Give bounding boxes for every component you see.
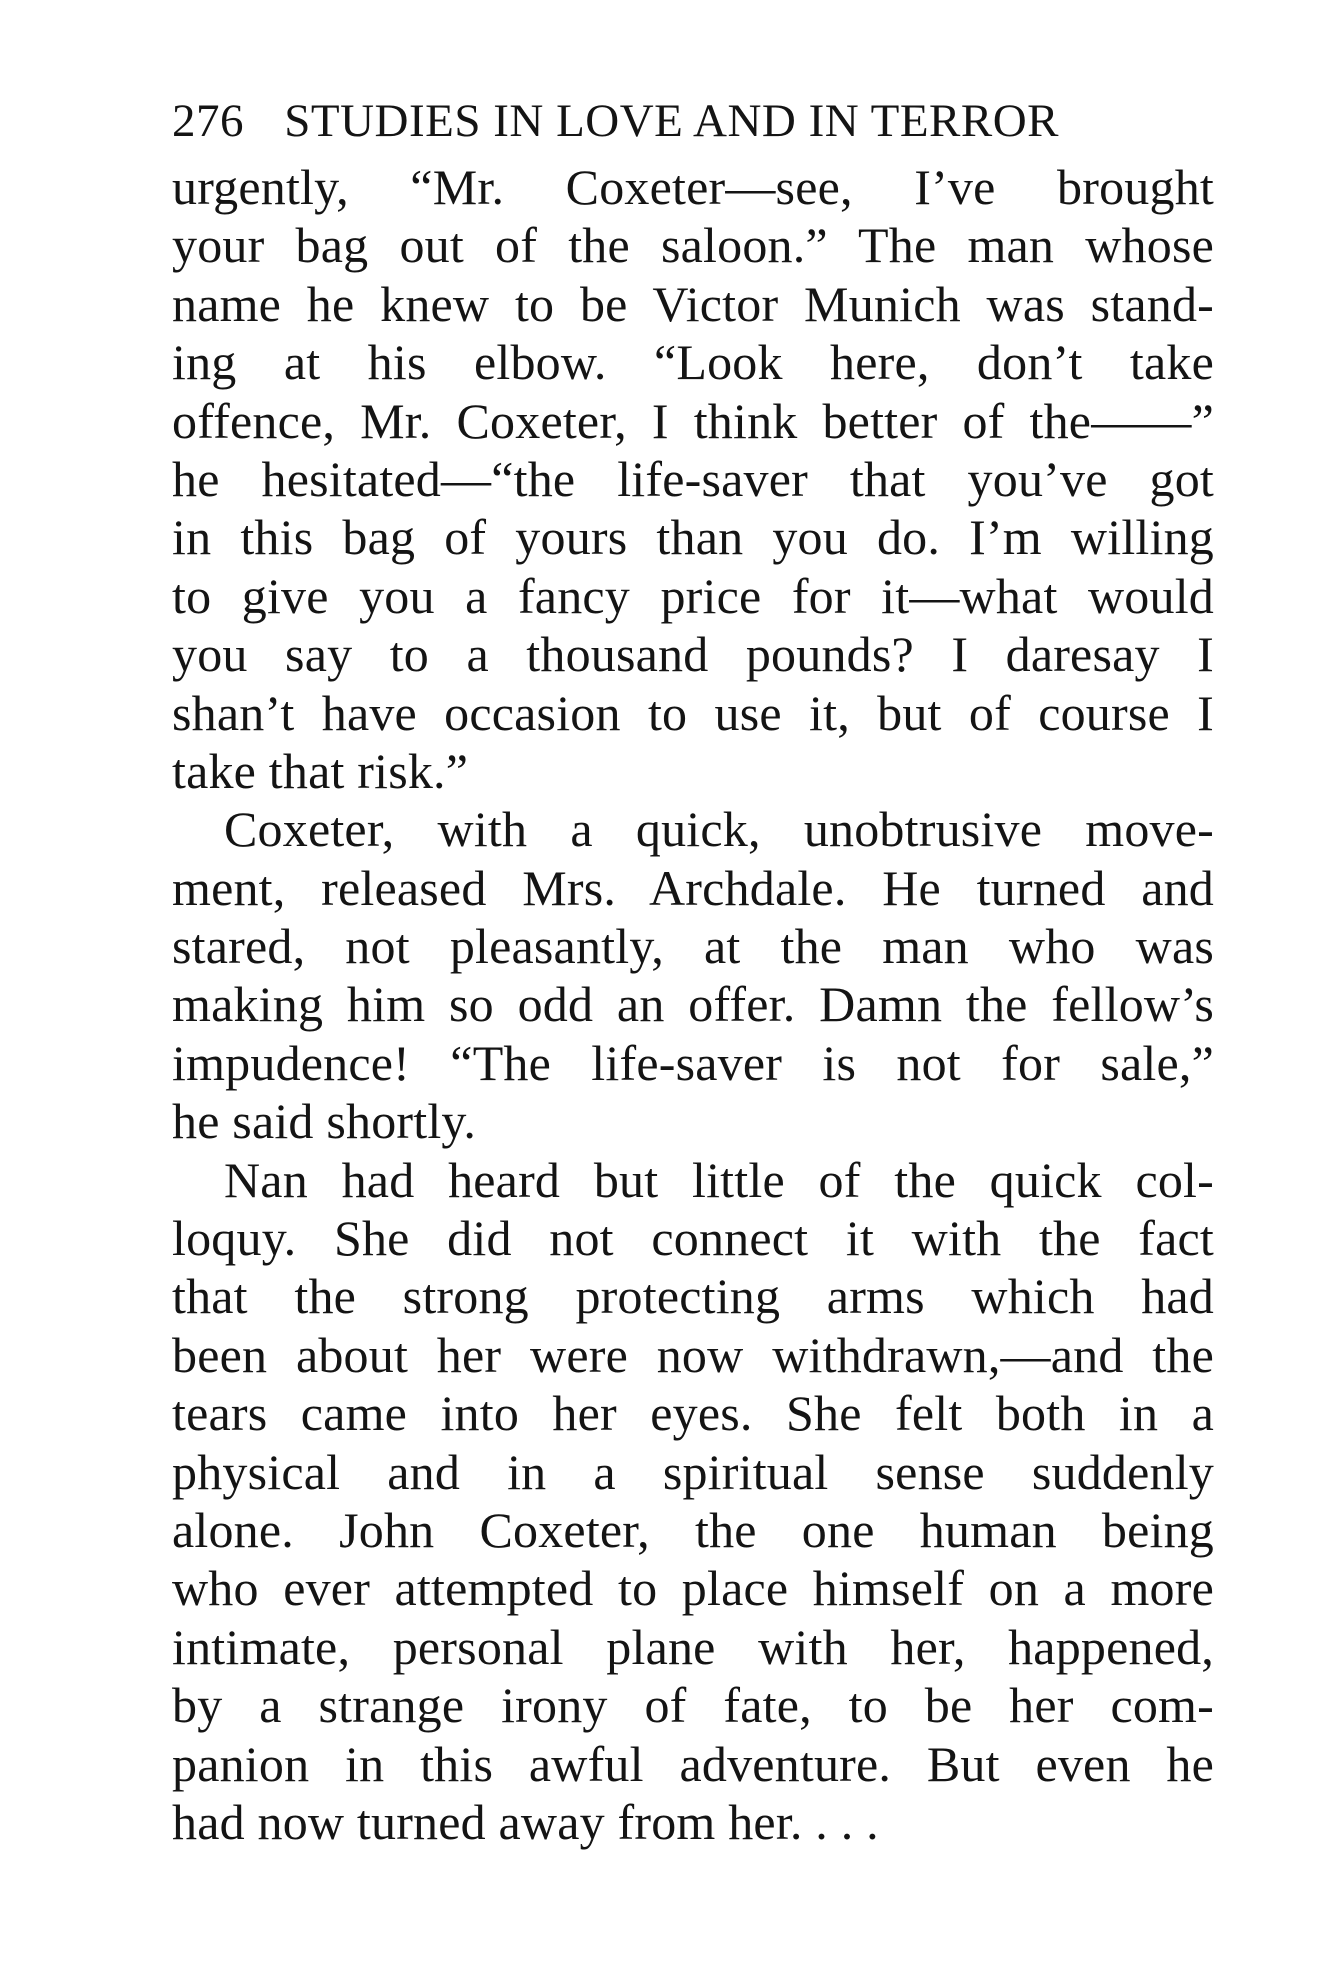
text-line: impudence! “The life-saver is not for sale,” (172, 1034, 1214, 1091)
text-line: intimate, personal plane with her, happened, (172, 1618, 1214, 1675)
text-line: he hesitated—“the life-saver that you’ve got (172, 450, 1214, 507)
text-line: physical and in a spiritual sense suddenly (172, 1443, 1214, 1500)
paragraph-1 (172, 158, 1214, 800)
text-line: had now turned away from her. . . . (172, 1793, 879, 1850)
text-line: by a strange irony of fate, to be her com- (172, 1677, 1214, 1734)
text-line: Nan had heard but little of the quick col- (224, 1151, 1214, 1208)
text-line: stared, not pleasantly, at the man who was (172, 918, 1214, 975)
text-line: ment, released Mrs. Archdale. He turned and (172, 859, 1214, 916)
body-text (172, 158, 1214, 1851)
book-title: STUDIES IN LOVE AND IN TERROR (284, 95, 1060, 147)
text-line: ing at his elbow. “Look here, don’t take (172, 334, 1214, 391)
text-line: you say to a thousand pounds? I daresay I (172, 626, 1214, 683)
text-line: take that risk.” (172, 742, 469, 799)
text-line: been about her were now withdrawn,—and the (172, 1326, 1214, 1383)
text-line: tears came into her eyes. She felt both in a (172, 1385, 1214, 1442)
text-line: offence, Mr. Coxeter, I think better of the——” (172, 392, 1214, 449)
text-line: name he knew to be Victor Munich was stand- (172, 275, 1214, 332)
text-line: that the strong protecting arms which had (172, 1268, 1214, 1325)
text-line: who ever attempted to place himself on a more (172, 1560, 1214, 1617)
text-line: shan’t have occasion to use it, but of course I (172, 684, 1214, 741)
text-line: alone. John Coxeter, the one human being (172, 1501, 1214, 1558)
text-line: panion in this awful adventure. But even he (172, 1735, 1214, 1792)
text-line: your bag out of the saloon.” The man whose (172, 217, 1214, 274)
paragraph-3 (172, 1151, 1214, 1852)
text-line: loquy. She did not connect it with the fact (172, 1210, 1214, 1267)
text-line: urgently, “Mr. Coxeter—see, I’ve brought (172, 159, 1214, 215)
text-line: in this bag of yours than you do. I’m willing (172, 509, 1214, 566)
text-line: he said shortly. (172, 1093, 477, 1150)
text-line: to give you a fancy price for it—what would (172, 567, 1214, 624)
paragraph-2 (172, 800, 1214, 1150)
running-head (172, 86, 1152, 156)
text-line: Coxeter, with a quick, unobtrusive move- (224, 801, 1214, 858)
page-number: 276 (172, 95, 244, 147)
text-line: making him so odd an offer. Damn the fellow’s (172, 976, 1214, 1033)
